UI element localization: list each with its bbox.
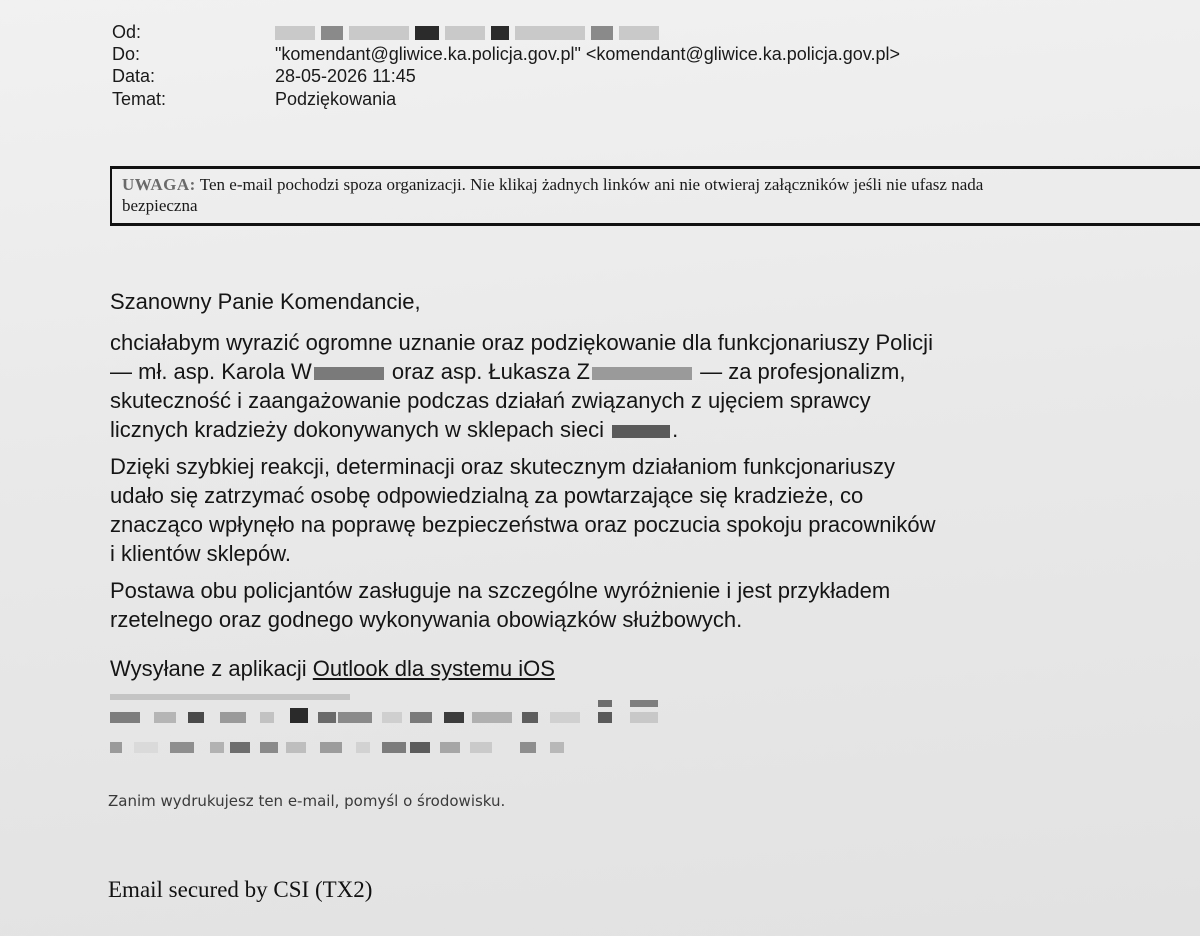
p1-line-2 <box>110 357 1110 386</box>
to-row <box>112 44 900 64</box>
banner-line-1 <box>122 174 1200 195</box>
security-footer: Email secured by CSI (TX2) <box>108 877 373 902</box>
from-value-redacted <box>275 22 665 42</box>
outlook-ios-link[interactable]: Outlook dla systemu iOS <box>312 656 555 681</box>
p1-line-1: chciałabym wyrazić ogromne uznanie oraz podziękowanie dla funkcjonariuszy Policji <box>110 330 933 355</box>
p2-line-4: i klientów sklepów. <box>110 541 291 566</box>
to-value: "komendant@gliwice.ka.policja.gov.pl" <komendant@gliwice.ka.policja.gov.pl> <box>275 44 900 64</box>
paragraph-1 <box>110 328 1110 444</box>
p1-line-4-part-b: . <box>672 417 679 442</box>
warning-label: UWAGA: <box>122 175 196 194</box>
p1-line-4-part-a: licznych kradzieży dokonywanych w sklepach sieci <box>110 417 604 442</box>
redacted-surname-1 <box>314 367 384 380</box>
p2-line-2: udało się zatrzymać osobę odpowiedzialną za powtarzające się kradzieże, co <box>110 483 864 508</box>
from-row <box>112 22 665 42</box>
from-label: Od: <box>112 22 142 42</box>
warning-text: Ten e-mail pochodzi spoza organizacji. Nie klikaj żadnych linków ani nie otwieraj załączników jeśli nie ufasz nada <box>199 175 984 194</box>
redacted-signature-block <box>110 694 670 764</box>
redacted-store-name <box>612 425 670 438</box>
redacted-surname-2 <box>592 367 692 380</box>
paragraph-3 <box>110 576 1110 634</box>
subject-row <box>112 89 396 109</box>
paragraph-2 <box>110 452 1110 568</box>
p3-line-1: Postawa obu policjantów zasługuje na szczególne wyróżnienie i jest przykładem <box>110 578 891 603</box>
warning-text-cont: bezpieczna <box>122 196 198 215</box>
date-label: Data: <box>112 66 156 86</box>
salutation: Szanowny Panie Komendancie, <box>110 289 421 314</box>
signature <box>110 654 1110 683</box>
signature-prefix: Wysyłane z aplikacji <box>110 656 307 681</box>
date-row <box>112 66 416 86</box>
to-label: Do: <box>112 44 141 64</box>
p2-line-3: znacząco wpłynęło na poprawę bezpieczeństwa oraz poczucia spokoju pracowników <box>110 512 936 537</box>
p3-line-2: rzetelnego oraz godnego wykonywania obowiązków służbowych. <box>110 607 743 632</box>
external-warning-banner <box>110 166 1200 226</box>
p2-line-1: Dzięki szybkiej reakcji, determinacji oraz skutecznym działaniom funkcjonariuszy <box>110 454 895 479</box>
date-value: 28-05-2026 11:45 <box>275 66 416 86</box>
subject-value: Podziękowania <box>275 89 397 109</box>
p1-line-2-part-a: — mł. asp. Karola W <box>110 359 312 384</box>
p1-line-4 <box>110 415 1110 444</box>
p1-line-3: skuteczność i zaangażowanie podczas działań związanych z ujęciem sprawcy <box>110 388 871 413</box>
p1-line-2-part-b: oraz asp. Łukasza Z <box>391 359 590 384</box>
subject-label: Temat: <box>112 89 167 109</box>
p1-line-2-part-c: — za profesjonalizm, <box>700 359 906 384</box>
eco-note: Zanim wydrukujesz ten e-mail, pomyśl o środowisku. <box>108 792 506 810</box>
